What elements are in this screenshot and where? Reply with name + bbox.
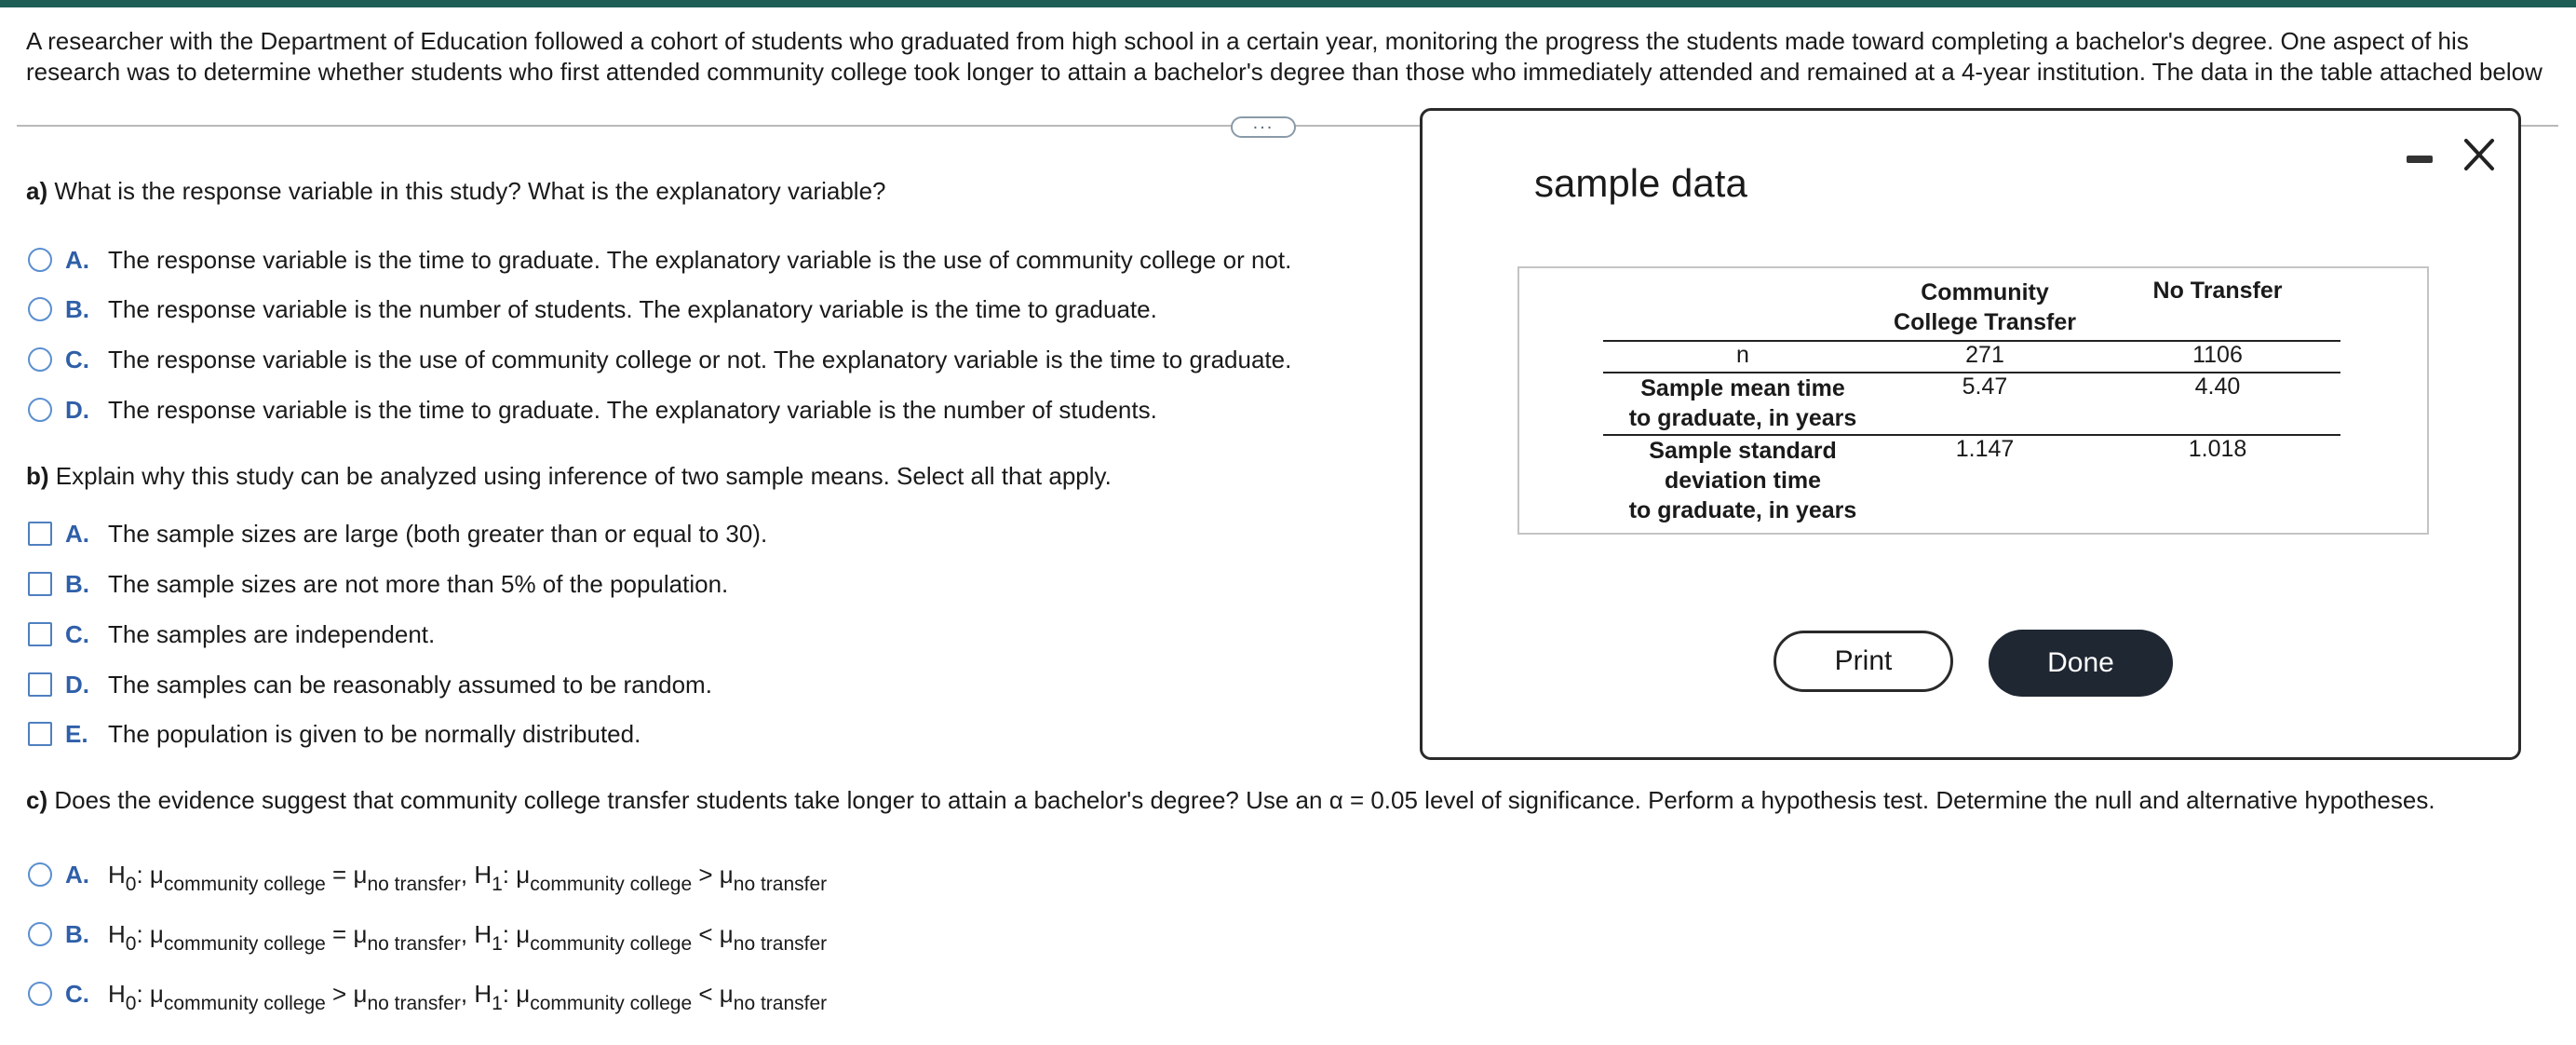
sample-data-table xyxy=(1517,266,2429,535)
option-a-D[interactable] xyxy=(28,394,1157,426)
radio-button[interactable] xyxy=(28,398,52,422)
option-letter: D. xyxy=(65,395,89,424)
option-b-A[interactable] xyxy=(28,518,767,550)
option-b-D[interactable] xyxy=(28,669,712,700)
option-text: The population is given to be normally distributed. xyxy=(108,719,641,748)
question-b xyxy=(26,462,1112,491)
cell-mean-community: 5.47 xyxy=(1962,373,2008,400)
close-icon[interactable] xyxy=(2461,133,2498,174)
option-c-B[interactable] xyxy=(28,918,828,955)
option-text: The samples can be reasonably assumed to be random. xyxy=(108,670,712,699)
question-c xyxy=(26,786,2435,815)
option-letter: A. xyxy=(65,245,89,274)
option-b-B[interactable] xyxy=(28,568,728,600)
radio-button[interactable] xyxy=(28,248,52,272)
option-letter: B. xyxy=(65,294,89,323)
option-text: The response variable is the number of students. The explanatory variable is the time to graduate. xyxy=(108,294,1157,323)
option-letter: C. xyxy=(65,345,89,373)
option-b-C[interactable] xyxy=(28,618,435,650)
col-header-community: Community College Transfer xyxy=(1894,279,2076,335)
sample-data-dialog xyxy=(1420,108,2521,760)
row-label-mean: Sample mean time to graduate, in years xyxy=(1628,375,1857,431)
checkbox[interactable] xyxy=(28,522,52,546)
cell-mean-no-transfer: 4.40 xyxy=(2194,373,2241,400)
option-text: The response variable is the use of community college or not. The explanatory variable is the time to graduate. xyxy=(108,345,1292,373)
cell-n-no-transfer: 1106 xyxy=(2192,342,2243,368)
question-a xyxy=(26,177,886,206)
option-letter: A. xyxy=(65,519,89,548)
radio-button[interactable] xyxy=(28,982,52,1006)
option-text: The samples are independent. xyxy=(108,619,436,648)
checkbox[interactable] xyxy=(28,672,52,697)
question-a-label: a) xyxy=(26,177,48,205)
option-c-A[interactable] xyxy=(28,859,828,895)
option-a-B[interactable] xyxy=(28,293,1157,325)
radio-button[interactable] xyxy=(28,922,52,946)
checkbox[interactable] xyxy=(28,622,52,646)
option-letter: B. xyxy=(65,919,89,948)
option-text: The response variable is the time to graduate. The explanatory variable is the use of community college or not. xyxy=(108,245,1292,274)
option-a-A[interactable] xyxy=(28,244,1291,276)
top-accent-bar xyxy=(0,0,2576,7)
print-button[interactable]: Print xyxy=(1774,631,1953,692)
option-text: The sample sizes are large (both greater than or equal to 30). xyxy=(108,519,768,548)
question-b-label: b) xyxy=(26,462,49,490)
option-letter: D. xyxy=(65,670,89,699)
hypothesis-text: H 0 : μ community college = μ no transfer , H 1 : μ community college < μ no transfer xyxy=(108,919,828,955)
option-letter: E. xyxy=(65,719,88,748)
col-header-no-transfer: No Transfer xyxy=(2152,278,2283,304)
hypothesis-text: H 0 : μ community college = μ no transfer , H 1 : μ community college > μ no transfer xyxy=(108,860,828,895)
option-text: The sample sizes are not more than 5% of the population. xyxy=(108,569,729,598)
cell-n-community: 271 xyxy=(1965,342,2004,368)
row-label-sd: Sample standard deviation time to graduate, in years xyxy=(1628,438,1857,523)
question-a-text: What is the response variable in this study? What is the explanatory variable? xyxy=(54,177,886,205)
dialog-title: sample data xyxy=(1534,161,1747,205)
hypothesis-text: H 0 : μ community college > μ no transfer , H 1 : μ community college < μ no transfer xyxy=(108,979,828,1014)
option-letter: A. xyxy=(65,860,89,889)
question-b-text: Explain why this study can be analyzed using inference of two sample means. Select all that apply. xyxy=(55,462,1112,490)
option-a-C[interactable] xyxy=(28,344,1291,375)
option-letter: B. xyxy=(65,569,89,598)
problem-intro: A researcher with the Department of Education followed a cohort of students who graduated from high school in a certain year, monitoring the progress the students made toward completing a bachelor's degree. One aspect of his research was to determine whether students who first attended community college took longer to attain a bachelor's degree than those who immediately attended and remained at a 4-year institution. The data in the table attached below xyxy=(26,27,2542,86)
expand-more-button[interactable]: ... xyxy=(1231,116,1296,138)
question-c-label: c) xyxy=(26,786,48,814)
option-text: The response variable is the time to graduate. The explanatory variable is the number of students. xyxy=(108,395,1157,424)
minimize-icon[interactable] xyxy=(2407,156,2433,163)
option-b-E[interactable] xyxy=(28,718,641,750)
cell-sd-community: 1.147 xyxy=(1955,436,2015,462)
checkbox[interactable] xyxy=(28,722,52,746)
radio-button[interactable] xyxy=(28,297,52,321)
option-c-C[interactable] xyxy=(28,978,828,1014)
option-letter: C. xyxy=(65,979,89,1008)
cell-sd-no-transfer: 1.018 xyxy=(2188,436,2247,462)
question-c-text: Does the evidence suggest that community college transfer students take longer to attain a bachelor's degree? Use an α = 0.05 level of significance. Perform a hypothesis test. Determine the null and alternative hypotheses. xyxy=(54,786,2435,814)
radio-button[interactable] xyxy=(28,862,52,887)
checkbox[interactable] xyxy=(28,572,52,596)
option-letter: C. xyxy=(65,619,89,648)
radio-button[interactable] xyxy=(28,347,52,372)
row-label-n: n xyxy=(1736,342,1749,368)
done-button[interactable]: Done xyxy=(1989,630,2173,697)
